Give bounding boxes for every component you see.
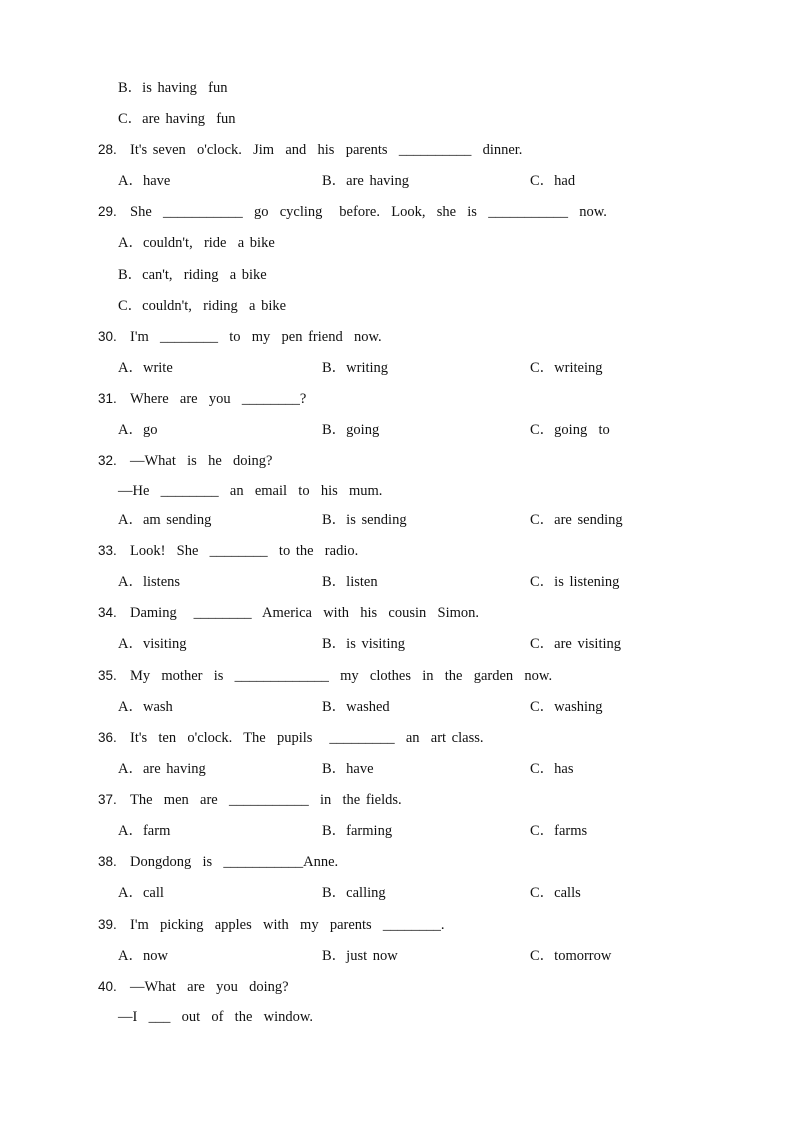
option-c: C．tomorrow xyxy=(530,948,612,964)
option-a: A．are having xyxy=(118,761,206,777)
question-number: 32. xyxy=(98,453,117,468)
question-stem: —What is he doing? xyxy=(130,453,273,469)
option-b: B．going xyxy=(322,422,380,438)
question-number: 38. xyxy=(98,854,117,869)
option-c: C．is listening xyxy=(530,574,620,590)
option-a: A．visiting xyxy=(118,636,187,652)
question-stem-reply: —He ________ an email to his mum. xyxy=(118,483,383,499)
question-number: 34. xyxy=(98,605,117,620)
question-stem: I'm ________ to my pen friend now. xyxy=(130,329,382,345)
option-a: A．have xyxy=(118,173,171,189)
question-number: 37. xyxy=(98,792,117,807)
option-c: C．are sending xyxy=(530,512,623,528)
option-a: A．listens xyxy=(118,574,181,590)
option-a: A．wash xyxy=(118,699,173,715)
option-c: C．couldn't, riding a bike xyxy=(118,298,287,314)
option-b: B．is sending xyxy=(322,512,407,528)
option-a: A．go xyxy=(118,422,158,438)
question-stem: I'm picking apples with my parents ________. xyxy=(130,917,445,933)
question-stem: —What are you doing? xyxy=(130,979,289,995)
option-a: A．now xyxy=(118,948,168,964)
option-c: C．farms xyxy=(530,823,588,839)
option-c: C．writeing xyxy=(530,360,603,376)
question-number: 28. xyxy=(98,142,117,157)
question-number: 30. xyxy=(98,329,117,344)
option-b: B．washed xyxy=(322,699,390,715)
question-number: 36. xyxy=(98,730,117,745)
question-stem: My mother is _____________ my clothes in the garden now. xyxy=(130,668,553,684)
option-b: B．listen xyxy=(322,574,378,590)
question-number: 29. xyxy=(98,204,117,219)
option-c: C．has xyxy=(530,761,574,777)
prev-option-c: C．are having fun xyxy=(118,111,236,127)
question-stem: Look! She ________ to the radio. xyxy=(130,543,359,559)
question-number: 40. xyxy=(98,979,117,994)
option-b: B．writing xyxy=(322,360,389,376)
option-b: B．is visiting xyxy=(322,636,405,652)
question-number: 39. xyxy=(98,917,117,932)
option-b: B．can't, riding a bike xyxy=(118,267,267,283)
question-number: 35. xyxy=(98,668,117,683)
option-b: B．are having xyxy=(322,173,409,189)
option-b: B．have xyxy=(322,761,374,777)
option-c: C．had xyxy=(530,173,576,189)
question-stem: It's seven o'clock. Jim and his parents __________ dinner. xyxy=(130,142,523,158)
option-c: C．are visiting xyxy=(530,636,622,652)
option-a: A．couldn't, ride a bike xyxy=(118,235,275,251)
option-a: A．farm xyxy=(118,823,171,839)
option-c: C．going to xyxy=(530,422,610,438)
question-stem: She ___________ go cycling before. Look, she is ___________ now. xyxy=(130,204,607,220)
option-a: A．am sending xyxy=(118,512,212,528)
question-stem: It's ten o'clock. The pupils _________ an art class. xyxy=(130,730,484,746)
option-c: C．washing xyxy=(530,699,603,715)
option-b: B．farming xyxy=(322,823,393,839)
question-number: 31. xyxy=(98,391,117,406)
question-stem: Where are you ________? xyxy=(130,391,307,407)
question-number: 33. xyxy=(98,543,117,558)
option-b: B．just now xyxy=(322,948,398,964)
option-a: A．call xyxy=(118,885,164,901)
question-stem: Daming ________ America with his cousin Simon. xyxy=(130,605,480,621)
option-b: B．calling xyxy=(322,885,386,901)
prev-option-b: B．is having fun xyxy=(118,80,228,96)
question-stem: The men are ___________ in the fields. xyxy=(130,792,402,808)
question-stem: Dongdong is ___________Anne. xyxy=(130,854,339,870)
option-a: A．write xyxy=(118,360,173,376)
option-c: C．calls xyxy=(530,885,581,901)
question-stem-reply: —I ___ out of the window. xyxy=(118,1009,314,1025)
